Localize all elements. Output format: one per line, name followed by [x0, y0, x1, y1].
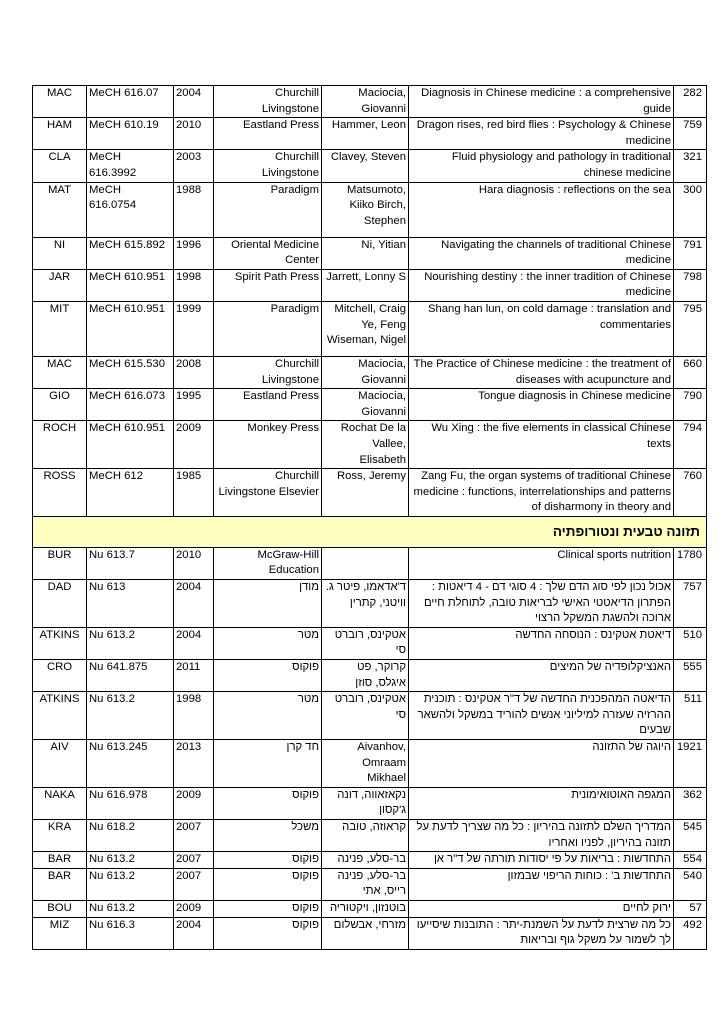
author-cell: Rochat De la Vallee, Elisabeth — [322, 421, 409, 469]
call-number-cell: MeCH 612 — [87, 469, 174, 517]
title-cell: האנציקלופדיה של המיצים — [409, 660, 674, 692]
author-cell: בר-סלע, פנינה רייס, אתי — [322, 868, 409, 900]
title-cell: Clinical sports nutrition — [409, 547, 674, 579]
record-number-cell: 300 — [674, 182, 707, 237]
call-number-cell: MeCH 610.951 — [87, 421, 174, 469]
record-number-cell: 510 — [674, 627, 707, 659]
table-row — [33, 301, 707, 356]
code-cell: BUR — [33, 547, 87, 579]
code-cell: CLA — [33, 150, 87, 182]
table-row — [33, 118, 707, 150]
author-cell: קרוקר, פט איגלס, סוזן — [322, 660, 409, 692]
publisher-cell: Churchill Livingstone — [214, 356, 322, 388]
code-cell: MAC — [33, 356, 87, 388]
table-row — [33, 692, 707, 740]
author-cell: אטקינס, רוברט סי — [322, 692, 409, 740]
year-cell: 2013 — [174, 740, 214, 788]
record-number-cell: 555 — [674, 660, 707, 692]
title-cell: התחדשות ב' : כוחות הריפוי שבמזון — [409, 868, 674, 900]
section-header-row — [33, 516, 707, 547]
record-number-cell: 660 — [674, 356, 707, 388]
table-row — [33, 580, 707, 628]
code-cell: BOU — [33, 900, 87, 917]
table-row — [33, 900, 707, 917]
year-cell: 2008 — [174, 356, 214, 388]
record-number-cell: 545 — [674, 819, 707, 851]
title-cell: Fluid physiology and pathology in traditional chinese medicine — [409, 150, 674, 182]
table-row — [33, 819, 707, 851]
author-cell: מזרחי, אבשלום — [322, 917, 409, 949]
code-cell: MIZ — [33, 917, 87, 949]
code-cell: AIV — [33, 740, 87, 788]
publisher-cell: פוקוס — [214, 900, 322, 917]
title-cell: Navigating the channels of traditional Chinese medicine — [409, 237, 674, 269]
record-number-cell: 791 — [674, 237, 707, 269]
publisher-cell: פוקוס — [214, 787, 322, 819]
publisher-cell: חד קרן — [214, 740, 322, 788]
chinese-medicine-rows — [33, 86, 707, 517]
author-cell: Jarrett, Lonny S — [322, 269, 409, 301]
code-cell: KRA — [33, 819, 87, 851]
call-number-cell: Nu 613.2 — [87, 627, 174, 659]
publisher-cell: Churchill Livingstone Elsevier — [214, 469, 322, 517]
author-cell — [322, 547, 409, 579]
call-number-cell: Nu 613.2 — [87, 692, 174, 740]
year-cell: 2007 — [174, 868, 214, 900]
title-cell: אכול נכון לפי סוג הדם שלך : 4 סוגי דם - 4 דיאטות : הפתרון הדיאטטי האישי לבריאות טובה, לתוחלת חיים ארוכה ולהשגת המשקל הרצוי — [409, 580, 674, 628]
publisher-cell: Eastland Press — [214, 118, 322, 150]
section-header — [33, 516, 707, 547]
code-cell: MAC — [33, 86, 87, 118]
author-cell: Maciocia, Giovanni — [322, 86, 409, 118]
call-number-cell: Nu 613.2 — [87, 852, 174, 869]
call-number-cell: Nu 616.978 — [87, 787, 174, 819]
code-cell: GIO — [33, 389, 87, 421]
table-row — [33, 787, 707, 819]
table-row — [33, 86, 707, 118]
call-number-cell: MeCH 615.892 — [87, 237, 174, 269]
record-number-cell: 760 — [674, 469, 707, 517]
call-number-cell: Nu 613 — [87, 580, 174, 628]
section-title: תזונה טבעית ונטורופתיה — [33, 516, 707, 547]
year-cell: 2004 — [174, 917, 214, 949]
call-number-cell: Nu 613.2 — [87, 900, 174, 917]
code-cell: ATKINS — [33, 692, 87, 740]
year-cell: 2011 — [174, 660, 214, 692]
code-cell: BAR — [33, 852, 87, 869]
author-cell: Clavey, Steven — [322, 150, 409, 182]
code-cell: DAD — [33, 580, 87, 628]
title-cell: Dragon rises, red bird flies : Psychology & Chinese medicine — [409, 118, 674, 150]
call-number-cell: MeCH 616.07 — [87, 86, 174, 118]
table-row — [33, 917, 707, 949]
record-number-cell: 282 — [674, 86, 707, 118]
author-cell: Matsumoto, Kiiko Birch, Stephen — [322, 182, 409, 237]
publisher-cell: Churchill Livingstone — [214, 150, 322, 182]
year-cell: 2009 — [174, 421, 214, 469]
year-cell: 2004 — [174, 627, 214, 659]
year-cell: 1999 — [174, 301, 214, 356]
code-cell: ROCH — [33, 421, 87, 469]
title-cell: ירוק לחיים — [409, 900, 674, 917]
author-cell: נקאזאווה, דונה ג'קסון — [322, 787, 409, 819]
year-cell: 1996 — [174, 237, 214, 269]
author-cell: Hammer, Leon — [322, 118, 409, 150]
author-cell: בוטנזון, ויקטוריה — [322, 900, 409, 917]
publisher-cell: Paradigm — [214, 182, 322, 237]
year-cell: 2009 — [174, 900, 214, 917]
record-number-cell: 757 — [674, 580, 707, 628]
title-cell: Wu Xing : the five elements in classical Chinese texts — [409, 421, 674, 469]
title-cell: The Practice of Chinese medicine : the treatment of diseases with acupuncture and — [409, 356, 674, 388]
year-cell: 2010 — [174, 547, 214, 579]
call-number-cell: MeCH 610.951 — [87, 269, 174, 301]
publisher-cell: Eastland Press — [214, 389, 322, 421]
record-number-cell: 798 — [674, 269, 707, 301]
table-row — [33, 740, 707, 788]
publisher-cell: Churchill Livingstone — [214, 86, 322, 118]
publisher-cell: מטר — [214, 627, 322, 659]
author-cell: Ross, Jeremy — [322, 469, 409, 517]
call-number-cell: Nu 641.875 — [87, 660, 174, 692]
code-cell: ROSS — [33, 469, 87, 517]
nutrition-rows — [33, 547, 707, 949]
call-number-cell: Nu 613.7 — [87, 547, 174, 579]
record-number-cell: 790 — [674, 389, 707, 421]
table-row — [33, 627, 707, 659]
title-cell: המגפה האוטואימונית — [409, 787, 674, 819]
title-cell: המדריך השלם לתזונה בהיריון : כל מה שצריך לדעת על תזונה בהיריון, לפניו ואחריו — [409, 819, 674, 851]
record-number-cell: 795 — [674, 301, 707, 356]
year-cell: 1998 — [174, 692, 214, 740]
code-cell: MIT — [33, 301, 87, 356]
publisher-cell: פוקוס — [214, 852, 322, 869]
author-cell: אטקינס, רוברט סי — [322, 627, 409, 659]
catalog-table — [32, 85, 707, 950]
author-cell: בר-סלע, פנינה — [322, 852, 409, 869]
title-cell: היוגה של התזונה — [409, 740, 674, 788]
table-row — [33, 852, 707, 869]
code-cell: CRO — [33, 660, 87, 692]
call-number-cell: Nu 618.2 — [87, 819, 174, 851]
call-number-cell: MeCH 615.530 — [87, 356, 174, 388]
code-cell: NAKA — [33, 787, 87, 819]
title-cell: דיאטת אטקינס : הנוסחה החדשה — [409, 627, 674, 659]
table-row — [33, 547, 707, 579]
table-row — [33, 182, 707, 237]
call-number-cell: MeCH 616.073 — [87, 389, 174, 421]
call-number-cell: MeCH 616.0754 — [87, 182, 174, 237]
record-number-cell: 794 — [674, 421, 707, 469]
author-cell: ד'אדאמו, פיטר ג. וויטני, קתרין — [322, 580, 409, 628]
record-number-cell: 492 — [674, 917, 707, 949]
publisher-cell: Monkey Press — [214, 421, 322, 469]
record-number-cell: 57 — [674, 900, 707, 917]
publisher-cell: Oriental Medicine Center — [214, 237, 322, 269]
year-cell: 2009 — [174, 787, 214, 819]
code-cell: ATKINS — [33, 627, 87, 659]
table-row — [33, 237, 707, 269]
title-cell: Zang Fu, the organ systems of traditional Chinese medicine : functions, interrelationships and patterns of disharmony in theory and — [409, 469, 674, 517]
title-cell: כל מה שרצית לדעת על השמנת-יתר : התובנות שיסייעו לך לשמור על משקל גוף ובריאות — [409, 917, 674, 949]
table-row — [33, 469, 707, 517]
year-cell: 2007 — [174, 852, 214, 869]
author-cell: Maciocia, Giovanni — [322, 356, 409, 388]
publisher-cell: מודן — [214, 580, 322, 628]
publisher-cell: פוקוס — [214, 868, 322, 900]
year-cell: 2004 — [174, 86, 214, 118]
year-cell: 2010 — [174, 118, 214, 150]
title-cell: הדיאטה המהפכנית החדשה של ד"ר אטקינס : תוכנית ההרזיה שעזרה למיליוני אנשים להוריד במשקל ולהשאר שבעים — [409, 692, 674, 740]
catalog-sheet — [32, 85, 706, 950]
table-row — [33, 868, 707, 900]
year-cell: 1995 — [174, 389, 214, 421]
publisher-cell: McGraw-Hill Education — [214, 547, 322, 579]
record-number-cell: 1780 — [674, 547, 707, 579]
record-number-cell: 511 — [674, 692, 707, 740]
author-cell: Aivanhov, Omraam Mikhael — [322, 740, 409, 788]
table-row — [33, 421, 707, 469]
publisher-cell: משכל — [214, 819, 322, 851]
title-cell: Tongue diagnosis in Chinese medicine — [409, 389, 674, 421]
publisher-cell: פוקוס — [214, 917, 322, 949]
title-cell: Diagnosis in Chinese medicine : a comprehensive guide — [409, 86, 674, 118]
table-row — [33, 356, 707, 388]
record-number-cell: 759 — [674, 118, 707, 150]
record-number-cell: 554 — [674, 852, 707, 869]
table-row — [33, 269, 707, 301]
call-number-cell: Nu 616.3 — [87, 917, 174, 949]
code-cell: JAR — [33, 269, 87, 301]
call-number-cell: MeCH 610.19 — [87, 118, 174, 150]
call-number-cell: Nu 613.2 — [87, 868, 174, 900]
year-cell: 1998 — [174, 269, 214, 301]
table-row — [33, 660, 707, 692]
publisher-cell: Paradigm — [214, 301, 322, 356]
publisher-cell: פוקוס — [214, 660, 322, 692]
year-cell: 2004 — [174, 580, 214, 628]
call-number-cell: MeCH 610.951 — [87, 301, 174, 356]
year-cell: 2007 — [174, 819, 214, 851]
title-cell: Shang han lun, on cold damage : translation and commentaries — [409, 301, 674, 356]
record-number-cell: 540 — [674, 868, 707, 900]
code-cell: HAM — [33, 118, 87, 150]
call-number-cell: Nu 613.245 — [87, 740, 174, 788]
year-cell: 1985 — [174, 469, 214, 517]
publisher-cell: Spirit Path Press — [214, 269, 322, 301]
title-cell: התחדשות : בריאות על פי יסודות תורתה של ד"ר אן — [409, 852, 674, 869]
publisher-cell: מטר — [214, 692, 322, 740]
table-row — [33, 389, 707, 421]
year-cell: 1988 — [174, 182, 214, 237]
year-cell: 2003 — [174, 150, 214, 182]
code-cell: NI — [33, 237, 87, 269]
call-number-cell: MeCH 616.3992 — [87, 150, 174, 182]
code-cell: MAT — [33, 182, 87, 237]
record-number-cell: 1921 — [674, 740, 707, 788]
title-cell: Nourishing destiny : the inner tradition of Chinese medicine — [409, 269, 674, 301]
author-cell: Maciocia, Giovanni — [322, 389, 409, 421]
author-cell: Ni, Yitian — [322, 237, 409, 269]
table-row — [33, 150, 707, 182]
record-number-cell: 321 — [674, 150, 707, 182]
author-cell: קראוזה, טובה — [322, 819, 409, 851]
author-cell: Mitchell, Craig Ye, Feng Wiseman, Nigel — [322, 301, 409, 356]
code-cell: BAR — [33, 868, 87, 900]
record-number-cell: 362 — [674, 787, 707, 819]
title-cell: Hara diagnosis : reflections on the sea — [409, 182, 674, 237]
